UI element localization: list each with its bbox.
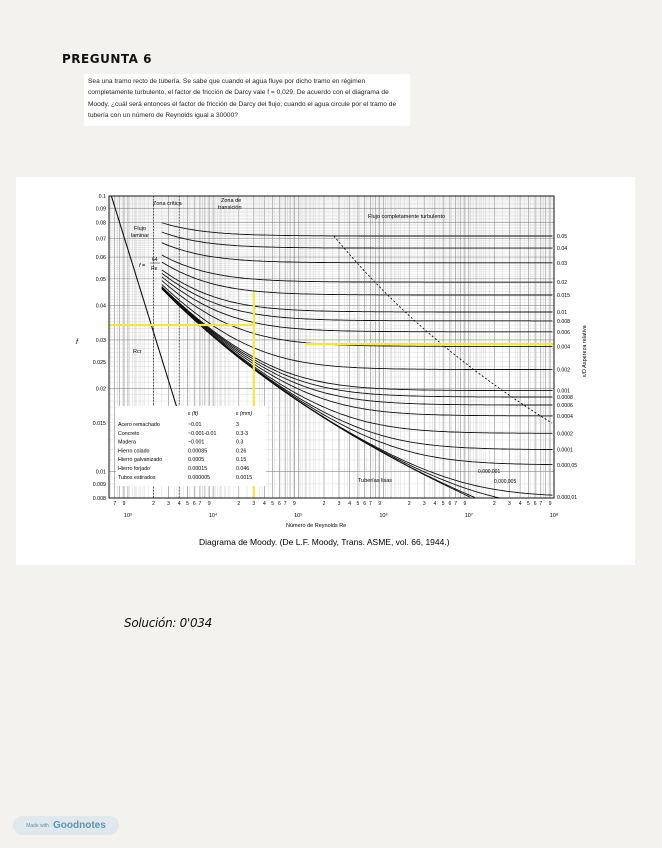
x-tick-minor-label: 4 [433,501,437,507]
moody-chart [16,177,635,565]
material-table-cell: Hierro galvanizado [118,457,163,464]
x-tick-minor-label: 6 [448,501,452,507]
x-tick-minor-label: 7 [368,501,372,507]
label-laminar-eq-num: 64 [152,257,158,263]
y-tick-label: 0.07 [95,236,106,243]
roughness-label: 0.004 [557,344,570,351]
roughness-curve [162,223,553,236]
chart-xlabel: Número de Reynolds Re [286,523,347,529]
x-tick-minor-label: 3 [422,501,426,507]
y-tick-label: 0.008 [92,496,106,502]
material-table-header: ε (ft) [188,411,199,417]
x-tick-minor-label: 6 [278,501,281,507]
material-table-cell: Acero remachado [118,422,160,428]
chart-ylabel: f [76,339,78,346]
material-table-cell: 0.046 [236,466,250,472]
roughness-label: 0.03 [557,260,568,267]
roughness-label: 0.015 [557,293,570,300]
x-tick-minor-label: 7 [454,501,457,507]
roughness-label: 0.05 [557,234,568,241]
roughness-curve [162,277,553,332]
x-tick-minor-label: 2 [152,501,155,507]
material-table-header: ε (mm) [236,411,253,417]
x-tick-minor-label: 5 [186,501,189,507]
material-table-cell: 0.3-3 [236,430,249,437]
material-table-cell: 3 [236,422,239,428]
roughness-label: 0.001 [557,388,570,395]
handwritten-solution: Solución: 0'034 [124,616,212,630]
material-table-cell: Tubos estirados [118,474,156,481]
material-table-cell: 0.15 [236,457,247,464]
x-tick-minor-label: 3 [508,501,511,507]
x-tick-minor-label: 5 [526,501,530,507]
material-table-cell: 0.000005 [188,474,211,481]
label-tuberias-lisas: Tuberías lisas [358,478,393,484]
label-rr-a: 0,000,001 [478,469,501,475]
y-tick-label: 0.05 [95,276,106,283]
x-tick-major-label: 10⁵ [294,513,303,519]
roughness-label: 0.000,05 [557,462,578,469]
x-tick-minor-label: 6 [192,501,196,507]
y-tick-label: 0.08 [95,220,106,227]
material-table-cell: Hierro forjado [118,466,151,472]
x-tick-minor-label: 9 [122,501,126,507]
material-table-cell: ~0.01 [188,422,202,428]
x-tick-minor-label: 6 [533,501,537,507]
y-tick-label: 0.01 [95,469,106,476]
chart-title: Diagrama de Moody. (De L.F. Moody, Trans. ASME, vol. 66, 1944.) [199,537,450,547]
roughness-curve [162,262,553,295]
x-tick-minor-label: 4 [263,501,266,507]
y-tick-label: 0.1 [98,194,106,200]
roughness-label: 0.0002 [557,431,573,438]
x-tick-minor-label: 9 [207,501,211,507]
y-tick-label: 0.09 [95,206,106,213]
y-tick-label: 0.04 [95,303,106,310]
x-tick-major-label: 10⁴ [208,513,218,519]
roughness-curve [162,285,553,370]
x-tick-minor-label: 9 [378,501,382,507]
x-tick-minor-label: 2 [322,501,326,507]
material-table-cell: 0.3 [236,439,244,446]
roughness-label: 0.0004 [557,413,573,420]
roughness-label: 0.008 [557,318,570,325]
y-tick-label: 0.06 [95,255,106,262]
x-tick-minor-label: 7 [283,501,287,507]
problem-statement: Sea una tramo recto de tubería. Se sabe que cuando el agua fluye por dicho tramo en régimen completamente turbulento, el factor de fricción de Darcy vale f = 0,029. De acuerdo con el diagrama de Moody, ¿cuál será entonces el factor de fricción de Darcy del flujo, cuando el agua circule por el tramo de tubería con un número de Reynolds igual a 30000? [84,74,410,126]
x-tick-minor-label: 2 [493,501,496,507]
x-tick-minor-label: 3 [167,501,170,507]
y-tick-label: 0.009 [92,481,106,488]
badge-made-with: Made with [26,822,49,829]
label-zona-transicion-2: transición [218,205,242,211]
x-tick-minor-label: 5 [441,501,445,507]
material-table-cell: 0.00015 [188,466,208,472]
x-tick-minor-label: 5 [271,501,275,507]
label-laminar-eq-left: f = [139,263,146,269]
label-flujo-turbulento: Flujo completamente turbulento [368,214,446,220]
x-tick-minor-label: 9 [463,501,467,507]
x-tick-minor-label: 9 [548,501,552,507]
label-flujo-laminar-1: Flujo [134,226,146,232]
x-tick-minor-label: 3 [337,501,341,507]
x-tick-minor-label: 5 [356,501,360,507]
moody-chart-card [16,177,635,565]
roughness-label: 0.01 [557,309,568,316]
roughness-label: 0.000,01 [557,495,578,502]
x-tick-major-label: 10⁸ [549,513,559,519]
roughness-label: 0.0006 [557,403,573,410]
roughness-label: 0.04 [557,246,568,253]
label-rcr: Rcr [133,349,142,355]
y-tick-label: 0.03 [95,337,106,344]
x-tick-minor-label: 3 [252,501,256,507]
material-table-cell: Hierro colado [118,448,150,455]
x-tick-minor-label: 4 [518,501,522,507]
material-table-cell: 0.0015 [236,474,253,481]
material-table-cell: 0.0005 [188,457,205,464]
label-laminar-eq-den: Re [151,266,158,272]
label-zona-transicion-1: Zona de [221,198,242,204]
question-title: PREGUNTA 6 [62,52,152,66]
label-rr-b: 0,000,005 [494,479,517,485]
roughness-label: 0.002 [557,367,570,374]
roughness-label: 0.0008 [557,395,573,402]
label-zona-critica: Zona crítica [153,201,182,207]
x-tick-minor-label: 2 [237,501,241,507]
chart-ylabel-right: ε/D Aspereza relativa [582,325,588,377]
material-table-cell: ~0.001 [188,439,205,446]
goodnotes-badge [13,816,119,835]
x-tick-major-label: 10³ [123,513,132,519]
x-tick-minor-label: 7 [198,501,202,507]
material-table-cell: Concreto [118,430,140,437]
material-table-cell: ~0.001-0.01 [188,430,217,437]
material-table-cell: Madera [118,439,136,446]
roughness-label: 0.02 [557,280,568,287]
x-tick-minor-label: 7 [539,501,543,507]
roughness-label: 0.0001 [557,447,573,454]
label-flujo-laminar-2: laminar [131,233,150,239]
x-tick-major-label: 10⁶ [379,513,388,519]
x-tick-minor-label: 9 [293,501,296,507]
material-table-cell: 0.26 [236,448,247,455]
material-table-cell: 0.00085 [188,448,208,455]
x-tick-minor-label: 4 [348,501,352,507]
badge-goodnotes: Goodnotes [53,820,106,831]
roughness-label: 0.006 [557,329,570,336]
material-table [116,406,266,486]
x-tick-minor-label: 6 [363,501,367,507]
y-tick-label: 0.025 [92,359,106,366]
x-tick-major-label: 10⁷ [464,513,473,519]
y-tick-label: 0.02 [95,386,106,393]
y-tick-label: 0.015 [92,420,106,427]
x-tick-minor-label: 2 [407,501,411,507]
x-tick-minor-label: 7 [113,501,117,507]
x-tick-minor-label: 4 [177,501,181,507]
